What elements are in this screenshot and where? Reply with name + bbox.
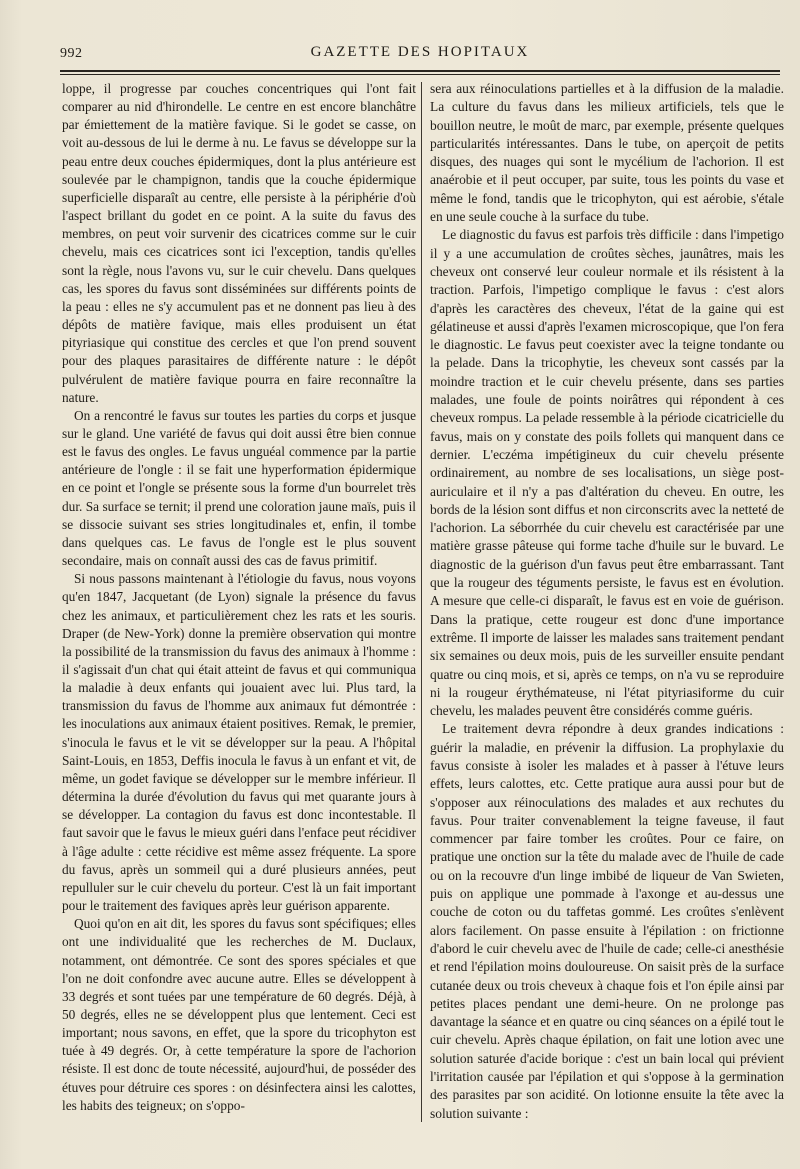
paragraph: Si nous passons maintenant à l'étiologie du favus, nous voyons qu'en 1847, Jacquetant (de Lyon) signale la présence du favus chez les animaux, et particulièrement chez les rats et les souris. Draper (de New-York) donne la première observation qui montre la possibilité de la transmission du favus des animaux à l'homme : il s'agissait d'un chat qui était atteint de favus et qui communiqua la maladie à deux enfants qui jouaient avec lui. Plus tard, la transmission du favus de l'homme aux animaux fut démontrée : les inoculations aux animaux étaient positives. Remak, le premier, s'inocula le favus et le vit se développer sur la peau. A l'hôpital Saint-Louis, en 1853, Deffis inocula le favus à un enfant et vit, de même, un godet favique se développer sur le membre inférieur. Il détermina la durée d'évolution du favus qui met quarante jours à se développer. La contagion du favus est donc incontestable. Il faut savoir que le favus le mieux guéri dans l'enface peut récidiver à l'âge adulte : cette récidive est même assez fréquente. La spore du favus, après un sommeil qui a duré plusieurs années, peut repulluler sur le cuir chevelu du porteur. C'est là un fait important pour le traitement des faviques après leur guérison apparente. xyxy=(62,571,417,914)
header-rule-thick xyxy=(60,70,780,72)
page-header xyxy=(60,42,780,66)
left-column xyxy=(62,80,416,1140)
paragraph: On a rencontré le favus sur toutes les parties du corps et jusque sur le gland. Une variété de favus qui doit aussi être bien connue est le favus des ongles. Le favus unguéal commence par la partie antérieure de l'ongle : il se fait une hyperformation épidermique en ce point et l'ongle se présente sous la forme d'un bourrelet très dur. Sa surface se ternit; il prend une coloration jaune maïs, puis il se dissocie suivant ses stries longitudinales et, enfin, il tombe dans quelques cas. Le favus de l'ongle est le plus souvent secondaire, mais on connaît aussi des cas de favus primitif. xyxy=(62,407,416,569)
header-rule-thin xyxy=(60,74,780,75)
column-divider xyxy=(421,82,422,1122)
page-number: 992 xyxy=(60,46,83,61)
right-column xyxy=(430,80,784,1140)
running-title: GAZETTE DES HOPITAUX xyxy=(310,44,530,60)
paragraph: Quoi qu'on en ait dit, les spores du favus sont spécifiques; elles ont une individualité que les recherches de M. Duclaux, notamment, ont démontrée. Ce sont des spores spéciales et que l'on ne doit confondre avec aucune autre. Elles se développent à 33 degrés et sont tuées par une température de 60 degrés. Déjà, à 50 degrés, elles ne se développent plus que lentement. Ceci est important; nous savons, en effet, que la spore du tricophyton est tuée à 49 degrés. Or, à cette température la spore de l'achorion résiste. Il est donc de toute nécessité, aujourd'hui, de posséder des étuves pour détruire ces spores : on désinfectera ainsi les calottes, les habits des teigneux; on s'oppo- xyxy=(62,916,416,1113)
paragraph: sera aux réinoculations partielles et à la diffusion de la maladie. La culture du favus dans les milieux artificiels, tels que le bouillon neutre, le moût de marc, par exemple, présente quelques particularités intéressantes. Dans le tube, on aperçoit de petits disques, des nuages qui sont le mycélium de l'achorion. Il est anaérobie et il peut occuper, par suite, tous les points du vase et même le fond, tandis que le tricophyton, qui est aérobie, s'étale en une seule couche à la surface du tube. xyxy=(430,81,784,225)
paragraph: Le traitement devra répondre à deux grandes indications : guérir la maladie, en prévenir la diffusion. La prophylaxie du favus consiste à isoler les malades et à passer à l'étuve leurs effets, leurs calottes, etc. Cette pratique aura aussi pour but de s'opposer aux réinoculations des malades et aux rechutes du favus. Pour traiter convenablement la teigne faveuse, il faut commencer par faire tomber les croûtes. Pour ce faire, on pratique une onction sur la tête du malade avec de l'huile de cade ou on la recouvre d'un linge imbibé de liqueur de Van Swieten, puis on applique une pommade à l'axonge et au-dessus une couche de coton ou du taffetas gommé. Les croûtes s'enlèvent alors facilement. On passe ensuite à l'épilation : on frictionne d'abord le cuir chevelu avec de l'huile de cade; celle-ci anesthésie et rend l'épilation moins douloureuse. On saisit près de la surface cutanée deux ou trois cheveux à chaque fois et l'on épile ainsi par petites places pendant une demi-heure. On ne prolonge pas davantage la séance et en quatre ou cinq séances on a épilé tout le cuir chevelu. Après chaque épilation, on fait une lotion avec une solution saturée d'acide borique : c'est un bain local qui prévient l'irritation causée par l'épilation et qui s'oppose à la germination des parasites par son acidité. On lotionne ensuite la tête avec la solution suivante : xyxy=(430,721,784,1121)
paragraph: Le diagnostic du favus est parfois très difficile : dans l'impetigo il y a une accumulation de croûtes sèches, jaunâtres, mais les cheveux ont conservé leur couleur normale et ils résistent à la traction. Parfois, l'impetigo complique le favus : c'est alors d'après les caractères des cheveux, l'état de la gaine qui est gélatineuse et aussi d'après l'examen microscopique, que l'on fera le diagnostic. Le favus peut coexister avec la teigne tondante ou la pelade. Dans la tricophytie, les cheveux sont cassés par la moindre traction et le cuir chevelu présente, dans ses parties malades, une foule de points noirâtres qui répondent à ces cheveux rompus. La pelade ressemble à la période cicatricielle du favus, mais on y constate des poils follets qui manquent dans ce dernier. L'eczéma impétigineux du cuir chevelu présente ordinairement, au nombre de ses localisations, un siège post-auriculaire et il n'y a pas d'altération du cheveu. En outre, les bords de la lésion sont diffus et non circonscrits avec la netteté de l'achorion. La séborrhée du cuir chevelu est caractérisée par une matière grasse pâteuse qui forme tache d'huile sur le buvard. Le diagnostic de la guérison d'un favus peut être embarrassant. Tant que la rougeur des téguments persiste, le favus est en évolution. A mesure que celle-ci disparaît, le favus est en voie de guérison. Dans la pratique, cette rougeur est donc d'une importance extrême. Il importe de laisser les malades sans traitement pendant six semaines ou deux mois, puis de les surveiller ensuite pendant quatre ou cinq mois, et si, après ce temps, on n'a vu se reproduire ni la rougeur érythémateuse, ni l'état pityriasiforme du cuir chevelu, les malades peuvent être considérés comme guéris. xyxy=(430,227,784,719)
paragraph: loppe, il progresse par couches concentriques qui l'ont fait comparer au nid d'hirondelle. Le centre en est encore blanchâtre par émiettement de la matière favique. Si le godet se casse, on voit au-dessous de lui le derme à nu. Le favus se développe sur la peau entre deux couches épidermiques, dont la plus antérieure est soulevée par le champignon, tandis que la couche épidermique superficielle disparaît au centre, elle persiste à la périphérie d'où l'aspect brillant du godet en ce point. A la suite du favus des membres, on peut voir survenir des cicatrices comme sur le cuir chevelu, mais ces cicatrices sont ici l'exception, tandis qu'elles sont la règle, nous l'avons vu, sur le cuir chevelu. Dans quelques cas, les spores du favus sont disséminées sur différents points de la peau : elles ne s'y accumulent pas et ne donnent pas lieu à des dépôts de matière favique, mais elles produisent un état pityriasique qui constitue des cercles et que l'on prend souvent pour des plaques parasitaires de différente nature : le dépôt pulvérulent de matière favique pourra en faire reconnaître la nature. xyxy=(62,81,416,405)
